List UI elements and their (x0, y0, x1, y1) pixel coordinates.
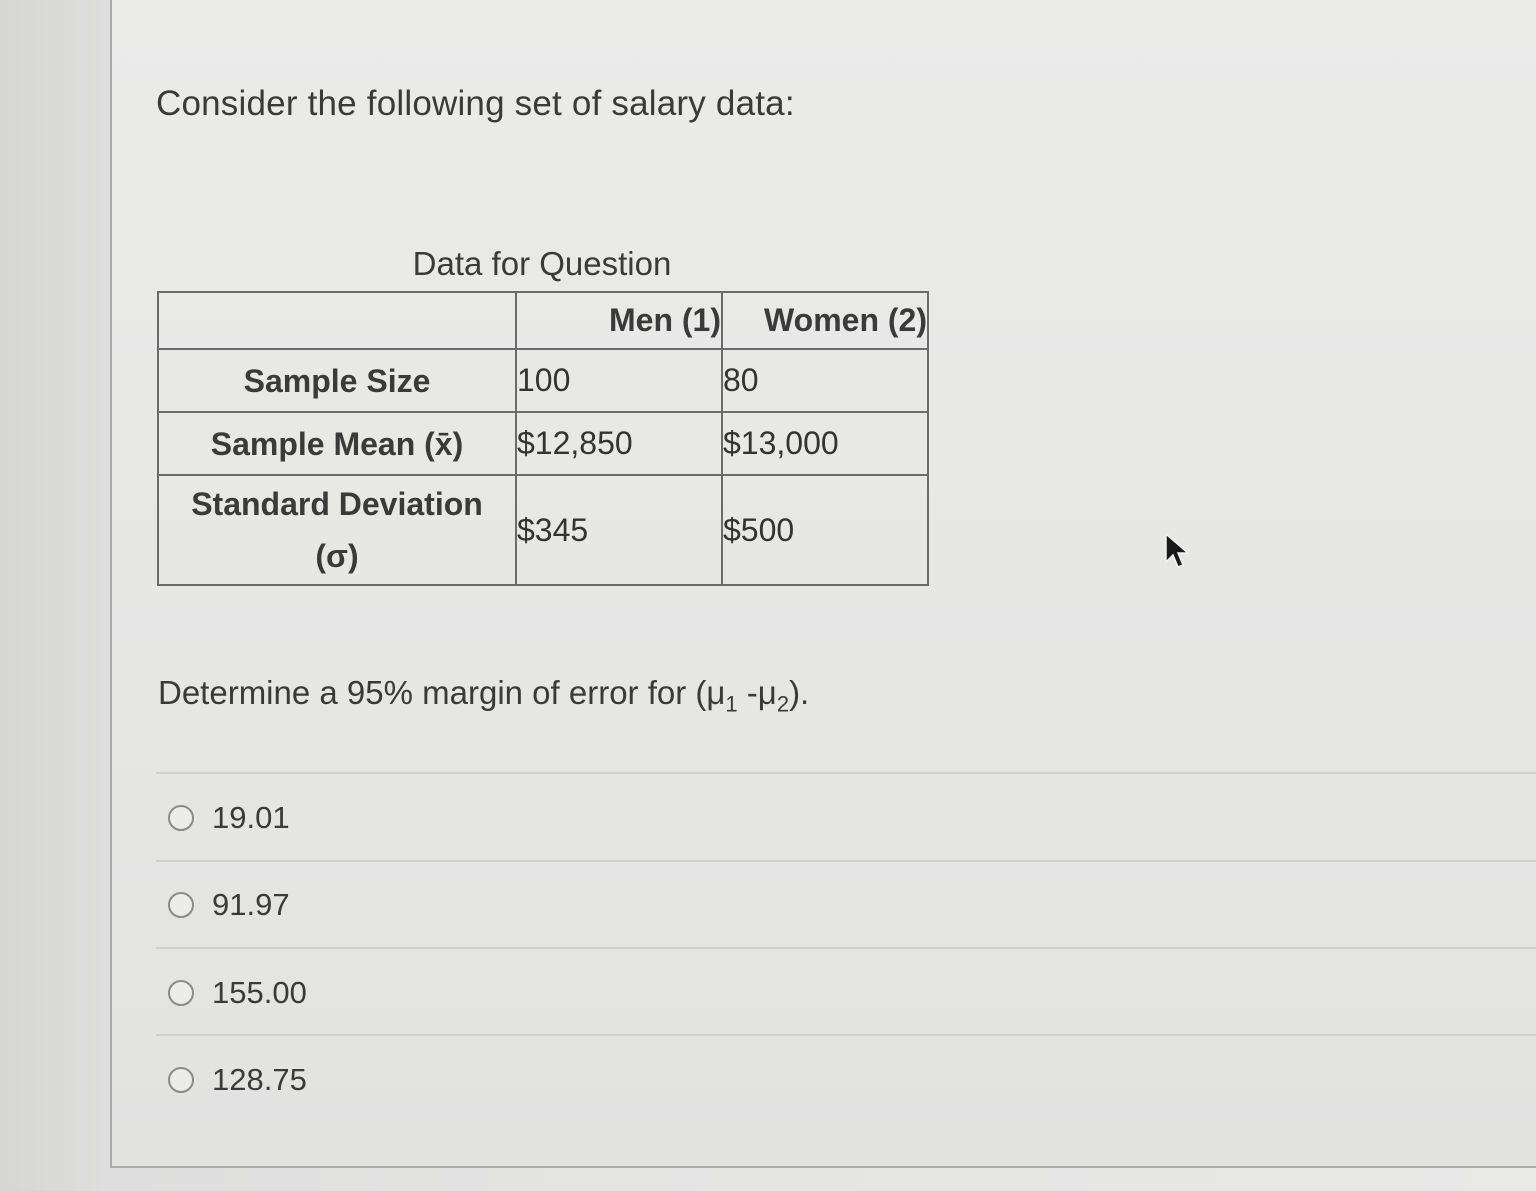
answer-option[interactable] (168, 973, 307, 1013)
question-suffix: ). (789, 674, 810, 711)
cell-men-std-dev: $345 (516, 475, 722, 585)
row-label-std-dev (158, 475, 516, 585)
salary-data-table (157, 291, 929, 586)
question-middle: -μ (737, 674, 777, 711)
table-header-men: Men (1) (516, 292, 722, 349)
mouse-pointer-icon (1164, 532, 1190, 570)
table-header-row (158, 292, 928, 349)
option-divider (156, 772, 1536, 774)
radio-button-icon[interactable] (168, 1067, 194, 1093)
row-label-sample-mean: Sample Mean (x̄) (158, 412, 516, 475)
answer-option-label[interactable]: 155.00 (212, 975, 307, 1010)
question-sub1: 1 (725, 691, 738, 717)
answer-option[interactable] (168, 1060, 307, 1100)
table-row (158, 475, 928, 585)
answer-option[interactable] (168, 885, 290, 925)
question-text (158, 674, 809, 718)
cell-women-sample-size: 80 (722, 349, 928, 412)
row-label-std-dev-line2: (σ) (315, 538, 359, 574)
cell-women-sample-mean: $13,000 (722, 412, 928, 475)
question-prefix: Determine a 95% margin of error for (μ (158, 674, 726, 711)
answer-option-label[interactable]: 19.01 (212, 800, 290, 835)
table-row (158, 349, 928, 412)
table-header-women: Women (2) (722, 292, 928, 349)
radio-button-icon[interactable] (168, 892, 194, 918)
answer-option-label[interactable]: 128.75 (212, 1062, 307, 1097)
answer-option[interactable] (168, 798, 290, 838)
table-row (158, 412, 928, 475)
table-caption: Data for Question (412, 245, 672, 282)
table-header-empty (158, 292, 516, 349)
intro-text: Consider the following set of salary data: (156, 84, 795, 123)
cell-men-sample-mean: $12,850 (516, 412, 722, 475)
cell-women-std-dev: $500 (722, 475, 928, 585)
radio-button-icon[interactable] (168, 980, 194, 1006)
cell-men-sample-size: 100 (516, 349, 722, 412)
question-sub2: 2 (776, 691, 790, 717)
row-label-sample-size: Sample Size (158, 349, 516, 412)
option-divider (156, 947, 1536, 949)
row-label-std-dev-line1: Standard Deviation (191, 486, 483, 522)
option-divider (156, 1034, 1536, 1036)
answer-option-label[interactable]: 91.97 (212, 887, 290, 922)
radio-button-icon[interactable] (168, 805, 194, 831)
option-divider (156, 860, 1536, 862)
